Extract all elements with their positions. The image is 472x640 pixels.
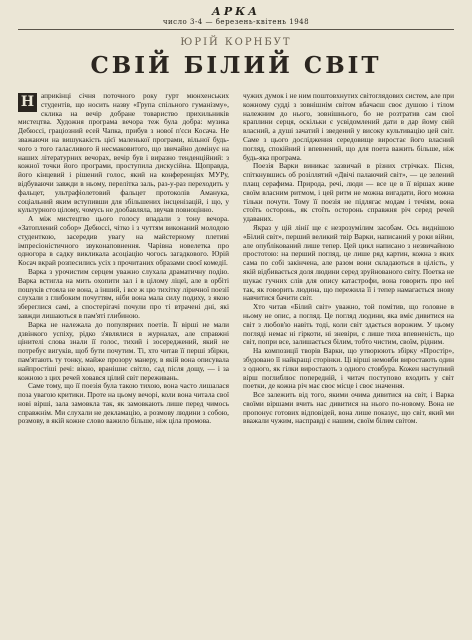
paragraph xyxy=(18,92,229,215)
paragraph: Хто читав «Білий світ» уважно, той помітив, що головне в ньому не опис, а погляд. Це погляд людини, яка вміє дивитися на світ з любов'ю навіть тоді, коли світ здається ворожим. У цьому погляді немає ні гіркоти, ні зневіри, є лише тиха впевненість, що світ, попри все, залишається білим, тобто чистим, своїм, рідним. xyxy=(243,302,454,347)
paragraph: Все залежить від того, якими очима дивитися на світ, і Варка своїми віршами вчить нас дивитися на нього по-новому. Вона не пропонує готових відповідей, вона лише показує, що світ, який ми вважали чужим, насправді є нашим, своїм білим світом. xyxy=(243,390,454,426)
paragraph: А між мистецтво цього голосу впадали з тону вечора. «Затоплений собор» Дебюссі, чітко і з чуттям виконаний молодою студенткою, засередив увагу на майстерному плетиві імпресіоністичного звуконаповнення. Чарівна новелетка про одногора в садку викликала асоціацію чогось загадкового. Юрій Косач вкрай розпесились усіх з прочитаних образами своєї комедії. xyxy=(18,214,229,268)
drop-cap: Н xyxy=(18,93,37,112)
issue-line: число 3-4 — березень-квітень 1948 xyxy=(162,18,310,26)
right-column xyxy=(243,92,454,627)
paragraph: Якраз у цій лінії ще є незрозумілим засобам. Ось виднішою «Білий світ», перший великий твір Варки, написаний у роки війни, але опублікований лише тепер. Цей цикл написано з незвичайною простотою: на перший погляд, це лише ряд картин, кожна з яких сама по собі закінчена, але разом вони складаються в цілість, у якій відбивається доля людини серед зруйнованого світу. Поетка не шукає гучних слів для опису катастрофи, вона говорить про неї так, як говорить людина, що пережила її і тепер намагається знову навчитися бачити світ. xyxy=(243,222,454,303)
paragraph: чужих думок і не ним поштовхнутих світоглядових систем, але при кожному судді з зовнішнім світом вбачаєш своє душою і тілом належним до нього, зовнішнього, бо не розтратив сам свої краплини серця, оскільки є усвідомлений дати в дар йому свій власний, а душі зачатий і зведений у високу культивацію цей світ. Саме з цього дослідження середовище виростає його власний погляд, спокійний і впевнений, що для поета важить більше, ніж будь-яка програма. xyxy=(243,92,454,162)
paragraph: Варка з урочистим серцем уважно слухала драматичну подію. Варка встигла на мить охопити зал і в цілому ліцеї, але в орбіті пошуків стояла не вона, а інший, і все ж цю тихітку ліричної поезії слухали з глибоким почуттям, ніби вона мала силу подиху, з якою збереглися самі, а спостерігачі почули про ті втрачені дні, які завжди лишаються в пам'яті глибиною. xyxy=(18,266,229,320)
paragraph: Саме тому, що її поезія була такою тихою, вона часто лишалася поза увагою критики. Проте на цьому вечорі, коли вона читала свої нові вірші, зала замовкла так, як замовкають лише перед чимось справжнім. Ми слухали не декламацію, а розмову людини з собою, розмову, в якій кожне слово важило більше, ніж ціла промова. xyxy=(18,381,229,426)
article-author: ЮРІЙ КОРНБУТ xyxy=(180,37,292,48)
paragraph: Поезія Варки виникає зазвичай в різних стрічках. Пісня, спіткнувшись об розіллятий «Двічі палаючий світ», — це зелений плащ серафима. Природа, речі, люди — все це в її віршах живе своїм власним ритмом, і цей ритм не можна вигадати, його можна тільки почути. Тому її поезія не підлягає модам і течіям, вона стоїть осторонь, як стоїть осторонь справжня річ серед речей удаваних. xyxy=(243,161,454,224)
paragraph: На композиції творів Варки, що утворюють збірку «Простір», збудовано її найкращі сторінки. Ці вірші немовби виростають один з одного, як гілки виростають з одного стовбура. Кожен наступний вірш поглиблює попередній, і читач поступово входить у світ поетки, де кожна річ має своє місце і своє значення. xyxy=(243,346,454,391)
paragraph: Варка не належала до популярних поетів. Її вірші не мали дзвінкого успіху, рідко з'являлися в журналах, але справжні цінителі слова знали її голос, тихий і зосереджений, який не потребує вигуків, щоб бути почутим. Ті, хто читав її перші збірки, пам'ятають ту тонку, майже прозору манеру, в якій вона описувала найпростіші речі: вікно, вранішнє світло, сад після дощу, — і за кожною з цих речей ховався цілий світ переживань. xyxy=(18,319,229,382)
magazine-title: АРКА xyxy=(211,5,261,18)
article-title: СВІЙ БІЛИЙ СВІТ xyxy=(90,52,382,79)
left-column xyxy=(18,92,229,627)
masthead xyxy=(18,5,454,30)
paragraph-text: априкінці січня поточного року гурт мюнхенських студентів, що носить назву «Група спільного гуманізму», склика на вечір добране товариство прихильників мистецтва. Художня програма вечора теж була добра: музика Дебюссі, грaціозний есей Чапка, прибув з нової п'єси Косача. Не зважаючи на вишукакість цієї маленької програми, вільної будь-чого з того галасливого й несмаковитого, що звичайно домінує на наших літературних вечорах, вечір був і виразно тенденційний: з кожної точки його програми, проступила дискусійна. Щоправда, його кінцевий і рішений голос, який на конференціях МУРу, відбуваючи завжди в ньому, перелітка заль, раз-у-раз переходить у фальцет, ультрафіолетовий фальцет протоколів Аманука, соціальний яким вступивши для збільшених інсценізацій, і що, у культурного цілому, чомусь не дообавляла, звучав повноцінно. xyxy=(18,92,229,215)
